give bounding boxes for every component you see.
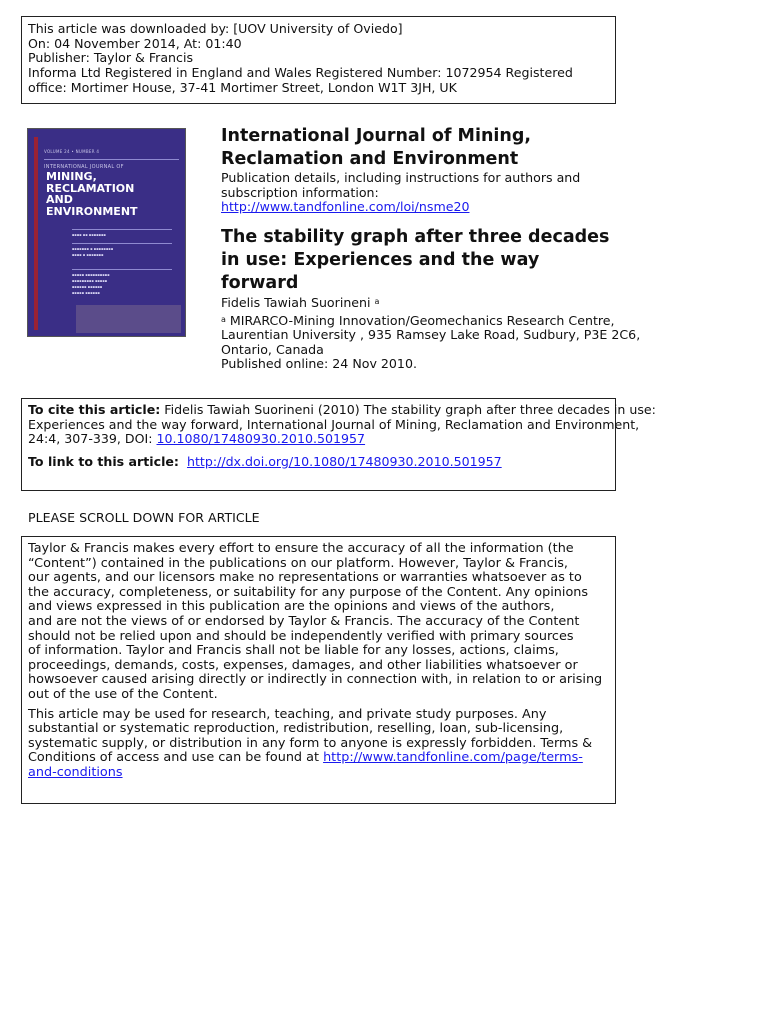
scroll-notice: PLEASE SCROLL DOWN FOR ARTICLE (28, 510, 260, 525)
author-name: Fidelis Tawiah Suorineni $^a$ (221, 295, 380, 310)
affiliation-line: $^a$ MIRARCO-Mining Innovation/Geomechanics Research Centre, (221, 312, 615, 328)
affiliation-line-2: Laurentian University , 935 Ramsey Lake Road, Sudbury, P3E 2C6, (221, 327, 641, 343)
cover-rule (44, 159, 179, 160)
office-line: office: Mortimer House, 37-41 Mortimer Street, London W1T 3JH, UK (28, 79, 457, 95)
cite-label: To cite this article: (28, 402, 161, 417)
journal-url-link[interactable]: http://www.tandfonline.com/loi/nsme20 (221, 199, 470, 215)
download-date-line: On: 04 November 2014, At: 01:40 (28, 35, 242, 51)
terms-link[interactable]: http://www.tandfonline.com/page/terms- (323, 750, 583, 766)
publication-details: Publication details, including instructions for authors and subscription information: http://www.tandfonline.com/loi/nsme20 (221, 170, 581, 215)
publisher-line: Publisher: Taylor & Francis (28, 50, 194, 66)
author-info (221, 296, 640, 372)
article-doi-url-link[interactable]: http://dx.doi.org/10.1080/17480930.2010.501957 (186, 453, 502, 469)
cover-big-title: MINING, RECLAMATION AND ENVIRONMENT (46, 170, 138, 218)
published-date: Published online: 24 Nov 2010. (221, 356, 417, 372)
journal-title: International Journal of Mining, Reclamation and Environment (221, 126, 532, 169)
citation-text: To cite this article: Fidelis Tawiah Suorineni (2010) The stability graph after three decades in use: Experiences and the way forward, International Journal of Mining, Reclamation and Environment, 24:4, 307-339, DOI: 10.1080/17480930.2010.501957 To link to this article: http://dx.doi.org/10.1080/17480930.2010.501957 (28, 402, 656, 469)
cover-rule-2 (72, 229, 172, 230)
cover-photo-band (76, 305, 181, 333)
registration-line: Informa Ltd Registered in England and Wales Registered Number: 1072954 Registered (28, 65, 573, 81)
cover-header: VOLUME 24 • NUMBER 4 (44, 149, 100, 154)
terms-link-continued[interactable]: and-conditions (28, 764, 123, 780)
affiliation-line-3: Ontario, Canada (221, 341, 324, 357)
journal-cover-image: VOLUME 24 • NUMBER 4 INTERNATIONAL JOURNAL OF MINING, RECLAMATION AND ENVIRONMENT ▪▪▪▪ ▪▪ ▪▪▪▪▪▪▪ ▪▪▪▪▪▪▪ ▪ ▪▪▪▪▪▪▪▪ ▪▪▪▪ ▪ ▪▪▪▪▪▪▪ ▪▪▪▪▪ ▪▪▪▪▪▪▪▪▪▪ ▪▪▪▪▪▪▪▪▪ ▪▪▪▪▪ ▪▪▪▪▪▪ ▪▪▪▪▪▪ ▪▪▪▪▪ ▪▪▪▪▪▪ (27, 128, 186, 337)
cover-rule-4 (72, 269, 172, 270)
link-label: To link to this article: (28, 453, 179, 469)
cover-rule-3 (72, 243, 172, 244)
cover-small-title: INTERNATIONAL JOURNAL OF (44, 164, 124, 170)
article-title: The stability graph after three decades in use: Experiences and the way forward (221, 227, 610, 293)
disclaimer-text: Taylor & Francis makes every effort to ensure the accuracy of all the information (the “Content”) contained in the publications on our platform. However, Taylor & Francis, our agents, and our licensors make no representations or warranties whatsoever as to the accuracy, completeness, or suitability for any purpose of the Content. Any opinions and views expressed in this publication are the opinions and views of the authors, and are not the views of or endorsed by Taylor & Francis. The accuracy of the Content should not be relied upon and should be independently verified with primary sources of information. Taylor and Francis shall not be liable for any losses, actions, claims, proceedings, demands, costs, expenses, damages, and other liabilities whatsoever or howsoever caused arising directly or indirectly in connection with, in relation to or arising out of the use of the Content. This article may be used for research, teaching, and private study purposes. Any substantial or systematic reproduction, redistribution, reselling, loan, sub-licensing, systematic supply, or distribution in any form to anyone is expressly forbidden. Terms & Conditions of access and use can be found at http://www.tandfonline.com/page/terms- and-conditions (28, 541, 603, 780)
download-line: This article was downloaded by: [UOV University of Oviedo] (28, 21, 403, 36)
download-info-text (28, 22, 618, 96)
doi-link[interactable]: 10.1080/17480930.2010.501957 (156, 431, 366, 447)
cover-strip (34, 137, 38, 330)
